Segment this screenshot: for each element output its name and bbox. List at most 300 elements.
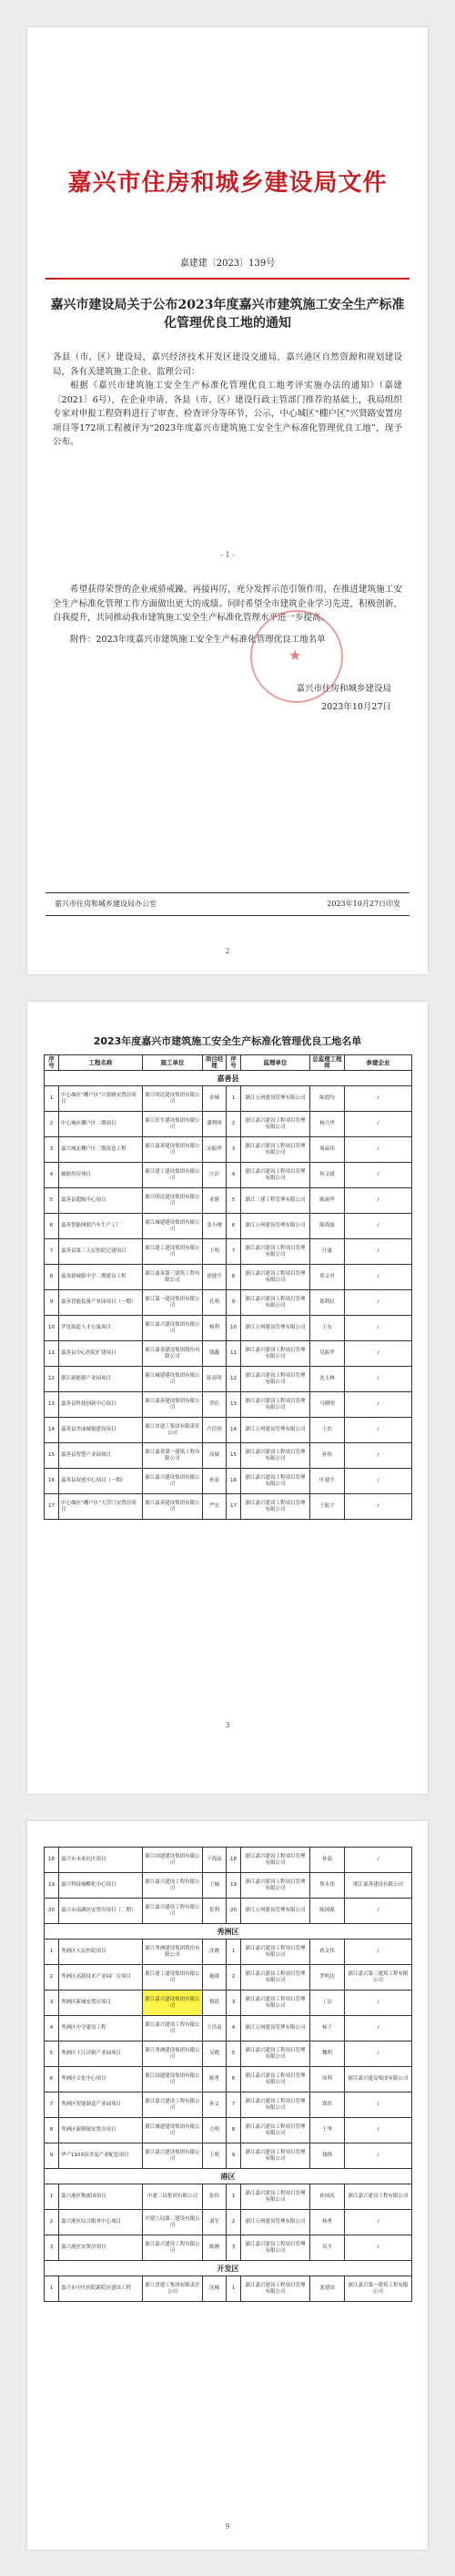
table-cell: 于海南 [203, 1848, 227, 1873]
table-cell: 王浩南 [203, 2016, 227, 2041]
table-cell: 嘉兴市南湖区安置房项目（二期） [59, 1899, 143, 1924]
table-cell: 浙江嘉兴建设工程有限公司 [143, 1899, 203, 1924]
column-header: 监理单位 [241, 1055, 310, 1071]
table-cell: / [345, 1341, 412, 1367]
table-cell: 3 [227, 2235, 241, 2261]
table-row [45, 1940, 412, 1965]
table-cell: 辅助用房项目 [59, 1163, 143, 1188]
table-cell: / [345, 1214, 412, 1239]
table-cell: 吴振华 [310, 1341, 345, 1367]
table-cell: 秀洲区智能制造产业园项目 [59, 2092, 143, 2118]
table-cell: 10 [45, 1316, 59, 1341]
table-cell: 秀洲区中学建设工程 [59, 2016, 143, 2041]
table-cell: 浙江嘉兴建设工程项目管理有限公司 [241, 1991, 310, 2016]
table-cell: 18 [45, 1848, 59, 1873]
table-cell: 2 [227, 1112, 241, 1137]
table-cell: 陈国强 [310, 1899, 345, 1924]
print-footer [46, 892, 410, 916]
table-row [45, 1137, 412, 1163]
table-cell: 浙江五州建设管理有限公司 [241, 1214, 310, 1239]
table-cell: 4 [227, 2016, 241, 2041]
table-cell: 浙江建工建设集团有限公司 [143, 1163, 203, 1188]
table-cell: / [345, 1494, 412, 1520]
table-row [45, 1848, 412, 1873]
column-header: 总监理工程师 [310, 1055, 345, 1071]
table-cell: 6 [227, 2067, 241, 2092]
table-cell: 浙江嘉兴建设工程项目管理有限公司 [241, 1940, 310, 1965]
table-row [45, 1392, 412, 1418]
list-page-1 [27, 1002, 428, 1794]
signer: 嘉兴市住房和城乡建设局 [296, 684, 391, 694]
table-cell: 沈晓 [203, 1940, 227, 1965]
table-cell: / [345, 1899, 412, 1924]
document-number: 嘉建建〔2023〕139号 [179, 259, 276, 269]
table-cell: 9 [227, 2143, 241, 2169]
table-cell: 20 [227, 1899, 241, 1924]
table-cell: 17 [227, 1494, 241, 1520]
district-name: 秀洲区 [45, 1924, 412, 1940]
table-cell: 浙江嘉兴建设集团有限公司 [143, 1991, 203, 2016]
signing-date: 2023年10月27日 [321, 702, 391, 712]
table-cell: 中心城区“棚户区”兴贤路安置房项目 [59, 1086, 143, 1112]
table-row [45, 1494, 412, 1520]
table-cell: 浙江第一建设集团有限公司 [143, 1290, 203, 1316]
table-cell: 14 [45, 1418, 59, 1443]
table-cell: 10 [227, 1316, 241, 1341]
table-cell: 马晓明 [310, 1392, 345, 1418]
table-cell: 浙江城建建设集团有限公司 [143, 1367, 203, 1392]
table-cell: 6 [45, 1214, 59, 1239]
column-header: 参建企业 [345, 1055, 412, 1071]
table-cell: 嘉善县智慧产业园项目 [59, 1443, 143, 1469]
table-cell: 浙江嘉兴建设工程项目管理有限公司 [241, 2235, 310, 2261]
table-cell: 1 [227, 1086, 241, 1112]
table-cell: 王城 [203, 1873, 227, 1899]
table-cell: 孔明 [203, 1290, 227, 1316]
table-cell: 金鼎 [203, 1188, 227, 1214]
table-cell: 施维 [203, 1965, 227, 1991]
table-cell: 浙江嘉兴建设工程项目管理有限公司 [241, 2143, 310, 2169]
table-cell: 杨兴华 [310, 1112, 345, 1137]
column-header: 项目经理 [203, 1055, 227, 1071]
table-cell: 秀洲区人民医院项目 [59, 1940, 143, 1965]
table-cell: 罗佳 [203, 1392, 227, 1418]
table-cell: 秀洲区文化中心项目 [59, 2067, 143, 2092]
table-cell: / [345, 1290, 412, 1316]
table-cell: 3 [227, 1991, 241, 2016]
table-cell: 秀洲区新城安置房项目 [59, 1991, 143, 2016]
table-cell: 浙江嘉兴建设工程有限公司 [143, 2092, 203, 2118]
table-cell: 7 [227, 1239, 241, 1265]
table-cell: / [345, 1112, 412, 1137]
table-cell: / [345, 2235, 412, 2261]
table-row [45, 1367, 412, 1392]
table-cell: / [345, 1163, 412, 1188]
table-cell: 1 [45, 1086, 59, 1112]
table-cell: 浙江国建建设集团有限公司 [143, 2067, 203, 2092]
table-cell: 金城 [203, 1086, 227, 1112]
table-cell: 吴晓 [203, 2041, 227, 2067]
table-cell: 钱鑫 [203, 1341, 227, 1367]
table-cell: 浙江嘉兴建设工程有限公司 [143, 2235, 203, 2261]
table-cell: 浙江嘉兴建设工程项目管理有限公司 [241, 1848, 310, 1873]
table-row [45, 2184, 412, 2210]
table-cell: 6 [45, 2067, 59, 2092]
table-cell: 宋振华 [203, 1137, 227, 1163]
table-cell: / [345, 1443, 412, 1469]
table-cell: 浙江新能源产业园项目 [59, 1367, 143, 1392]
table-cell: 浙江五州建设管理有限公司 [241, 1086, 310, 1112]
table-cell: 浙江五州建设管理有限公司 [241, 2210, 310, 2235]
table-cell: 1 [227, 2276, 241, 2302]
table-row [45, 1316, 412, 1341]
table-cell: 1 [45, 1940, 59, 1965]
paragraph-2: 希望获得荣誉的企业戒骄戒躁、再接再厉，充分发挥示范引领作用，在推进建筑施工安全生产标准化管理工作方面做出更大的成绩。同时希望全市建筑企业学习先进，积极创新，自我提升，共同推动我市建筑施工安全生产标准化管理水平进一步提高。 [53, 585, 402, 623]
table-cell: / [345, 1137, 412, 1163]
table-header-row [45, 1055, 412, 1071]
table-cell: 丁洁 [310, 1991, 345, 2016]
project-table-2 [44, 1847, 412, 2302]
table-cell: 11 [45, 1341, 59, 1367]
table-cell: 浙江嘉善第三建筑工程有限公司 [143, 1265, 203, 1290]
table-cell: 浙江城建建设集团有限公司 [143, 1214, 203, 1239]
table-row [45, 1965, 412, 1991]
table-cell: 浙江省建工集团有限责任公司 [143, 2276, 203, 2302]
table-cell: 罗明达 [310, 1965, 345, 1991]
table-cell: 王东 [310, 1316, 345, 1341]
table-cell: 9 [45, 2143, 59, 2169]
page-number: - 1 - [220, 551, 235, 559]
attachment-note: 附件：2023年度嘉兴市建筑施工安全生产标准化管理优良工地名单 [70, 634, 326, 645]
table-cell: 15 [45, 1443, 59, 1469]
table-cell: 浙江三建工程管理有限公司 [241, 1188, 310, 1214]
table-cell: 14 [227, 1418, 241, 1443]
table-cell: 7 [227, 2092, 241, 2118]
table-cell: 陈丽华 [310, 1188, 345, 1214]
table-cell: 孙蕊 [310, 1848, 345, 1873]
table-cell: / [345, 1367, 412, 1392]
district-section-row [45, 1924, 412, 1940]
table-cell: 1 [45, 2184, 59, 2210]
table-cell: 嘉善县美丽城镇建设项目 [59, 1418, 143, 1443]
table-row [45, 1469, 412, 1494]
table-cell: 郑伟 [310, 2092, 345, 2118]
table-cell: 蔡晨 [203, 1991, 227, 2016]
table-cell: 浙江嘉兴建设集团有限公司 [143, 1316, 203, 1341]
table-cell: / [345, 1239, 412, 1265]
table-cell: 嘉兴港区安置房项目 [59, 2235, 143, 2261]
table-cell: 沈玉林 [310, 1367, 345, 1392]
red-divider [46, 278, 410, 280]
table-row [45, 1290, 412, 1316]
column-header: 序号 [45, 1055, 59, 1071]
table-cell: 张利 [203, 1899, 227, 1924]
table-cell: / [345, 1418, 412, 1443]
table-row [45, 2235, 412, 2261]
table-cell: 魏明 [310, 2041, 345, 2067]
table-cell: 浙江嘉兴建设工程项目管理有限公司 [241, 1873, 310, 1899]
table-cell: / [345, 2210, 412, 2235]
table-cell: 王华 [310, 2118, 345, 2143]
table-cell: 嘉善新城镇中学二期建设工程 [59, 1265, 143, 1290]
table-row [45, 1163, 412, 1188]
table-cell: 浙江嘉兴第三建筑工程有限公司 [345, 1965, 412, 1991]
table-cell: 华产1103宿舍及产业配套项目 [59, 2143, 143, 2169]
table-cell: / [345, 2016, 412, 2041]
table-cell: 嘉兴港区物流园项目 [59, 2184, 143, 2210]
table-cell: 浙江嘉兴建设工程项目管理有限公司 [241, 1137, 310, 1163]
table-cell: 9 [227, 1290, 241, 1316]
project-table-1 [44, 1054, 412, 1520]
table-cell: 浙江嘉兴建设工程项目管理有限公司 [241, 2118, 310, 2143]
table-cell: 浙江嘉兴建设集团有限公司 [345, 2067, 412, 2092]
table-cell: 嘉善县第三人民医院迁建项目 [59, 1239, 143, 1265]
table-cell: 王振宇 [310, 1494, 345, 1520]
table-cell: 陈刚 [203, 2235, 227, 2261]
table-cell: 杨子 [310, 2016, 345, 2041]
table-cell: 8 [45, 2118, 59, 2143]
table-cell: 浙江嘉善第一建筑工程有限公司 [143, 1443, 203, 1469]
table-cell: / [345, 1392, 412, 1418]
table-cell: 浙江嘉兴建设工程项目管理有限公司 [241, 1443, 310, 1469]
table-cell: 2 [45, 1112, 59, 1137]
table-cell: 浙江明达建设集团有限公司 [143, 1188, 203, 1214]
table-cell: / [345, 1188, 412, 1214]
table-row [45, 1086, 412, 1112]
table-row [45, 1112, 412, 1137]
table-cell: 5 [227, 1188, 241, 1214]
table-cell: 嘉善智能网联汽车生产工厂 [59, 1214, 143, 1239]
issuing-office: 嘉兴市住房和城乡建设局办公室 [55, 900, 157, 908]
notice-body-2 [53, 583, 402, 647]
page-number-3: 3 [225, 1721, 230, 1729]
table-cell: / [345, 1265, 412, 1290]
district-section-row [45, 2169, 412, 2184]
table-cell: 蒋文伟 [310, 1940, 345, 1965]
table-cell: 5 [45, 2041, 59, 2067]
table-cell: 浙江城建建设集团有限公司 [143, 2118, 203, 2143]
table-cell: 王明 [203, 1239, 227, 1265]
table-cell: 嘉善县超级中心项目 [59, 1188, 143, 1214]
table-cell: 浙江五州建设管理有限公司 [241, 2016, 310, 2041]
table-cell: 孙伟 [310, 1443, 345, 1469]
table-cell: 孙春 [203, 1469, 227, 1494]
table-cell: 钱锋 [310, 2143, 345, 2169]
notice-title: 嘉兴市建设局关于公布2023年度嘉兴市建筑施工安全生产标准化管理优良工地的通知 [50, 298, 405, 331]
table-cell: 2 [227, 1965, 241, 1991]
table-cell: 中建八局第二建设有限公司 [143, 2210, 203, 2235]
list-page-2 [27, 1821, 428, 2550]
table-cell: 9 [45, 1290, 59, 1316]
table-cell: 浙江嘉兴建设工程项目管理有限公司 [241, 1965, 310, 1991]
table-cell: 浙江嘉兴建设工程项目管理有限公司 [241, 2041, 310, 2067]
district-name: 港区 [45, 2169, 412, 2184]
table-cell: 16 [45, 1469, 59, 1494]
table-row [45, 1214, 412, 1239]
table-cell: 浙江五州建设管理有限公司 [241, 1418, 310, 1443]
table-cell: 严宏 [203, 1494, 227, 1520]
table-row [45, 2067, 412, 2092]
table-cell: 秀洲区新塍镇安置房项目 [59, 2118, 143, 2143]
table-cell: 叶建平 [310, 1469, 345, 1494]
table-cell: 浙江嘉兴建设工程有限公司 [143, 1873, 203, 1899]
paragraph-1: 根据《嘉兴市建筑施工安全生产标准化管理优良工地考评实施办法的通知》（嘉建〔2021〕6号），在企业申请、各县（市、区）建设行政主管部门推荐的基础上，我局组织专家对申报工程资料进行了审查、检查评分等环节，公示，中心城区“棚户区”兴贤路安置房项目等172项工程被评为“2023年度嘉兴市建筑施工安全生产标准化管理优良工地”，现予公布。 [53, 381, 402, 447]
table-cell: 1 [227, 2184, 241, 2210]
table-cell: 蔡永伟 [310, 1873, 345, 1899]
column-header: 序号 [227, 1055, 241, 1071]
table-cell: 杨勇 [310, 2210, 345, 2235]
table-cell: 浙江秀洲建设集团有限公司 [143, 2041, 203, 2067]
table-cell: 5 [45, 1188, 59, 1214]
table-cell: 刘军 [203, 2210, 227, 2235]
table-cell: 2 [45, 1965, 59, 1991]
table-cell: 浙江嘉兴建设工程项目管理有限公司 [241, 1392, 310, 1418]
table-cell: 8 [227, 1265, 241, 1290]
table-cell: 18 [227, 1848, 241, 1873]
table-cell: 浙江省建工集团有限责任公司 [143, 1418, 203, 1443]
list-title: 2023年度嘉兴市建筑施工安全生产标准化管理优良工地名单 [93, 1035, 362, 1047]
table-cell: 浙江嘉兴建设工程项目管理有限公司 [241, 2276, 310, 2302]
table-cell: 柯利 [203, 1316, 227, 1341]
table-row [45, 1188, 412, 1214]
table-cell: 浙江嘉兴建设集团有限公司 [143, 2143, 203, 2169]
table-cell: 12 [45, 1367, 59, 1392]
table-cell: 浙江嘉兴建设工程项目管理有限公司 [241, 1112, 310, 1137]
table-cell: / [345, 1086, 412, 1112]
table-cell: 7 [45, 1239, 59, 1265]
table-cell: 浙江嘉善建设集团有限公司 [143, 1494, 203, 1520]
table-cell: 陈海波 [310, 1214, 345, 1239]
table-cell: 张建国 [310, 2276, 345, 2302]
table-cell: 孙国庆 [310, 2184, 345, 2210]
print-date: 2023年10月27日印发 [327, 900, 400, 908]
column-header: 工程名称 [59, 1055, 143, 1071]
table-cell: 孙义 [203, 2092, 227, 2118]
table-cell: / [345, 1469, 412, 1494]
table-cell: 庄洁 [203, 1163, 227, 1188]
table-row [45, 2210, 412, 2235]
document-header: 嘉兴市住房和城乡建设局文件 [67, 169, 388, 197]
table-row [45, 1418, 412, 1443]
table-cell: 浙江嘉兴建设工程项目管理有限公司 [241, 1265, 310, 1290]
table-cell: 高城 [203, 1443, 227, 1469]
table-row [45, 2092, 412, 2118]
page-number-4: 9 [225, 2522, 230, 2530]
table-cell: 王浩 [310, 1418, 345, 1443]
district-name: 开发区 [45, 2261, 412, 2276]
table-cell: 卢信伟 [203, 1418, 227, 1443]
table-cell: 浙江嘉兴建设工程项目管理有限公司 [241, 2092, 310, 2118]
table-cell: 浙江嘉兴建设工程项目管理有限公司 [241, 1494, 310, 1520]
table-cell: 潘利明 [203, 1112, 227, 1137]
table-cell: 4 [227, 1163, 241, 1188]
table-row [45, 2016, 412, 2041]
table-cell: 中心城区“棚户区”大营门安置房项目 [59, 1494, 143, 1520]
table-row [45, 2041, 412, 2067]
table-cell: 浙江秀洲建设集团股份有限公司 [143, 1940, 203, 1965]
table-cell: 张伟 [203, 2184, 227, 2210]
table-cell: 浙江嘉兴建设工程有限公司 [143, 2016, 203, 2041]
table-cell: 13 [45, 1392, 59, 1418]
salutation: 各县（市、区）建设局，嘉兴经济技术开发区建设交通局，嘉兴港区自然资源和规划建设局，各有关建筑施工企业、监理公司： [53, 352, 402, 377]
table-row [45, 1443, 412, 1469]
notice-page [27, 27, 428, 974]
table-cell: 郑文君 [310, 1265, 345, 1290]
table-cell: 陈勇 [203, 2067, 227, 2092]
table-cell: 浙江建工建设集团有限公司 [143, 1965, 203, 1991]
table-cell: 中心城区棚户区二期项目 [59, 1112, 143, 1137]
table-cell: 嘉善智能装备产业园项目（一期） [59, 1290, 143, 1316]
table-cell: 浙江五州建设管理有限公司 [241, 1316, 310, 1341]
table-cell: 3 [45, 1137, 59, 1163]
table-cell: 浙江嘉兴建设工程项目管理有限公司 [241, 1239, 310, 1265]
table-cell: 嘉兴市中医医院新院区建设工程 [59, 2276, 143, 2302]
official-seal-stamp: ★ [250, 610, 343, 703]
column-header: 施工单位 [143, 1055, 203, 1071]
table-cell: 张小刚 [203, 1214, 227, 1239]
table-cell: 何文斌 [310, 1163, 345, 1188]
table-cell: 3 [45, 1991, 59, 2016]
table-cell: 秀洲区高新技术产业园厂房项目 [59, 1965, 143, 1991]
table-cell: 浙江嘉兴建设工程项目管理有限公司 [241, 1341, 310, 1367]
table-cell: 浙江嘉善建设有限公司 [345, 1873, 412, 1899]
table-cell: 周利 [310, 2067, 345, 2092]
table-cell: 王明 [203, 2143, 227, 2169]
table-cell: 浙江嘉兴建设工程有限公司 [345, 2184, 412, 2210]
table-cell: 郑利民 [310, 1290, 345, 1316]
table-cell: 中建三局集团有限公司 [143, 2184, 203, 2210]
table-cell: 罗星街道人才公寓项目 [59, 1316, 143, 1341]
table-cell: 13 [227, 1392, 241, 1418]
table-row [45, 1991, 412, 2016]
table-row [45, 2118, 412, 2143]
table-cell: 6 [227, 1214, 241, 1239]
table-cell: 浙江嘉兴建设工程项目管理有限公司 [241, 2184, 310, 2210]
table-cell: 陆春明 [203, 1367, 227, 1392]
table-cell: 周晶伟 [310, 1137, 345, 1163]
table-cell: / [345, 1316, 412, 1341]
table-cell: 沈城 [203, 2276, 227, 2302]
table-cell: 吴平 [310, 2235, 345, 2261]
table-cell: 7 [45, 2092, 59, 2118]
table-cell: 2 [227, 2210, 241, 2235]
table-cell: 浙江嘉兴建设工程项目管理有限公司 [241, 1367, 310, 1392]
district-section-row [45, 2261, 412, 2276]
table-row [45, 2143, 412, 2169]
table-cell: 20 [45, 1899, 59, 1924]
table-cell: 汪惠 [310, 1239, 345, 1265]
table-cell: 浙江嘉善建设集团有限公司 [143, 1137, 203, 1163]
table-cell: 16 [227, 1469, 241, 1494]
table-cell: 浙江嘉善建设集团股份有限公司 [143, 1341, 203, 1367]
table-cell: 19 [45, 1873, 59, 1899]
table-cell: 浙江建工建设集团有限公司 [143, 1239, 203, 1265]
table-cell: / [345, 2041, 412, 2067]
table-cell: / [345, 1991, 412, 2016]
table-cell: 浙江国建建设集团有限公司 [143, 1848, 203, 1873]
table-cell: 3 [227, 1137, 241, 1163]
table-row [45, 1239, 412, 1265]
table-row [45, 1873, 412, 1899]
table-cell: 浙江嘉兴第一建筑工程有限公司 [345, 2276, 412, 2302]
table-cell: 浙江佳生建设集团有限公司 [143, 1112, 203, 1137]
table-cell: 嘉善县双创中心项目（一期） [59, 1469, 143, 1494]
table-cell: 嘉善县中心医院扩建项目 [59, 1341, 143, 1367]
table-cell: 浙江嘉兴建设集团有限公司 [143, 1469, 203, 1494]
table-row [45, 2276, 412, 2302]
district-section-row [45, 1071, 412, 1086]
table-cell: 3 [45, 2235, 59, 2261]
